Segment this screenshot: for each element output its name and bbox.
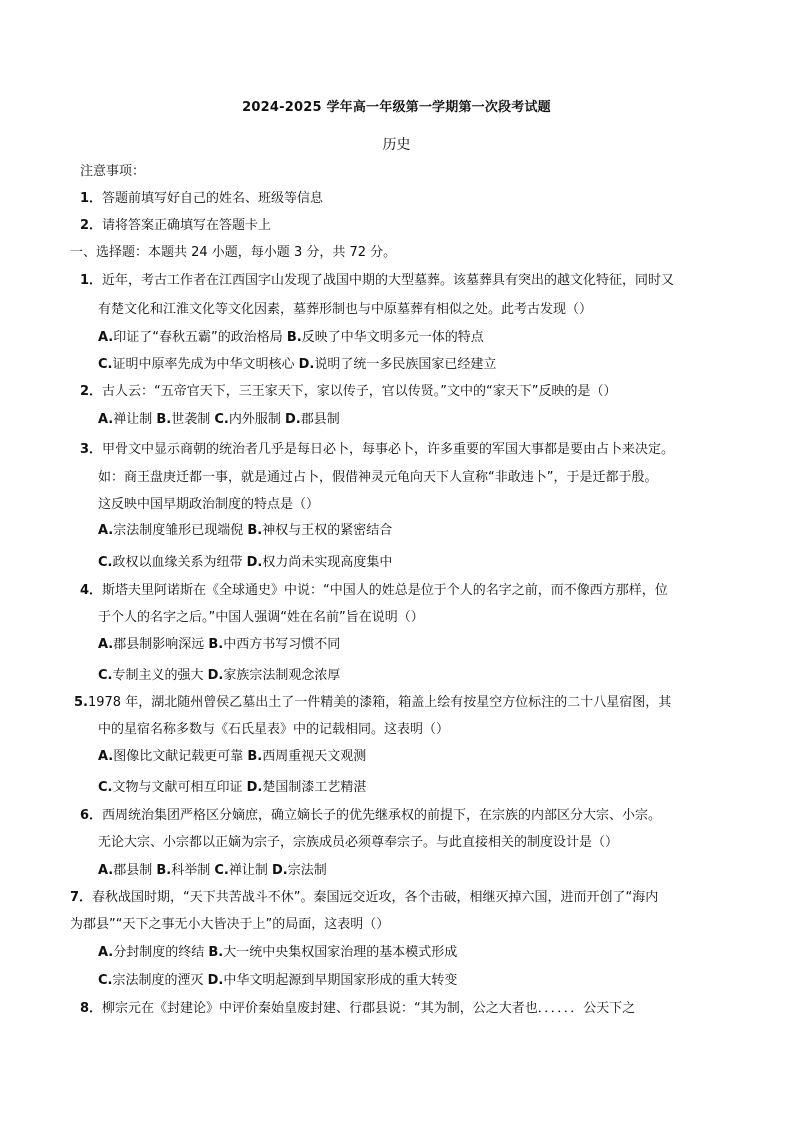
- option-letter: D.: [246, 555, 263, 570]
- option-letter: C.: [98, 668, 113, 683]
- question-text: 如：商王盘庚迁都一事，就是通过占卜，假借神灵元龟向天下人宣称“非敢违卜”，于是迁都于殷。: [98, 470, 658, 485]
- question-stem: [80, 807, 661, 825]
- option-text: 禅让制: [113, 412, 157, 427]
- question-number: 4．: [80, 583, 103, 598]
- option-row: [98, 522, 392, 540]
- option-text: 证明中原率先成为中华文明核心: [112, 357, 299, 372]
- option-letter: D.: [298, 357, 315, 372]
- option-letter: C.: [98, 555, 113, 570]
- notice-item: [80, 190, 323, 208]
- option-text: 楚国制漆工艺精湛: [262, 780, 367, 795]
- option-letter: C.: [98, 780, 113, 795]
- option-row: [98, 667, 340, 685]
- question-text: 这反映中国早期政治制度的特点是（）: [98, 497, 320, 512]
- option-row: [98, 944, 457, 962]
- question-text: 为郡县”“天下之事无小大皆决于上”的局面，这表明（）: [70, 917, 390, 932]
- question-stem-continued: [98, 496, 319, 514]
- option-letter: C.: [98, 357, 113, 372]
- notice-heading-text: 注意事项：: [80, 164, 146, 179]
- question-text: 于个人的名字之后。”中国人强调“姓在名前”旨在说明（）: [98, 610, 424, 625]
- notice-item-text: 请将答案正确填写在答题卡上: [102, 218, 272, 233]
- option-letter: D.: [246, 780, 263, 795]
- option-row: [98, 779, 366, 797]
- question-number: 3．: [80, 442, 103, 457]
- option-letter: A.: [98, 863, 114, 878]
- option-row: [98, 748, 366, 766]
- question-stem: [80, 272, 674, 290]
- option-text: 科举制: [171, 863, 215, 878]
- option-letter: B.: [156, 863, 172, 878]
- option-text: 禅让制: [228, 863, 273, 878]
- question-stem-continued: [98, 469, 657, 487]
- option-text: 内外服制: [228, 412, 286, 427]
- option-letter: D.: [272, 863, 288, 878]
- option-letter: A.: [98, 749, 114, 764]
- notice-item: [80, 217, 271, 235]
- question-stem: [80, 582, 668, 600]
- question-number: 2．: [80, 384, 103, 399]
- option-row: [98, 554, 392, 572]
- option-letter: B.: [286, 330, 302, 345]
- notice-item-number: 1．: [80, 191, 103, 206]
- option-letter: A.: [98, 412, 114, 427]
- option-letter: B.: [247, 749, 263, 764]
- option-letter: B.: [156, 412, 172, 427]
- option-row: [98, 972, 457, 990]
- option-text: 郡县制: [113, 863, 157, 878]
- option-text: 西周重视天文观测: [262, 749, 367, 764]
- question-text: 西周统治集团严格区分嫡庶，确立嫡长子的优先继承权的前提下，在宗族的内部区分大宗、小宗。: [102, 808, 662, 823]
- exam-title: 2024-2025 学年高一年级第一学期第一次段考试题: [242, 100, 551, 115]
- option-letter: C.: [214, 863, 229, 878]
- option-text: 世袭制: [171, 412, 215, 427]
- option-text: 郡县制影响深远: [113, 637, 209, 652]
- option-text: 中华文明起源到早期国家形成的重大转变: [223, 973, 458, 988]
- question-text: 甲骨文中显示商朝的统治者几乎是每日必卜，每事必卜，许多重要的军国大事都是要由占卜来决定。: [102, 442, 675, 457]
- option-row: [98, 411, 340, 429]
- question-stem-continued: [98, 609, 424, 627]
- question-stem-continued: [98, 721, 449, 739]
- option-letter: D.: [285, 412, 301, 427]
- option-letter: B.: [208, 637, 224, 652]
- option-text: 宗法制度的湮灭: [112, 973, 208, 988]
- option-text: 宗法制度雏形已现端倪: [113, 523, 248, 538]
- option-text: 专制主义的强大: [112, 668, 208, 683]
- section-heading-text: 一、选择题：本题共 24 小题，每小题 3 分，共 72 分。: [70, 245, 397, 260]
- option-row: [98, 862, 327, 880]
- option-text: 神权与王权的紧密结合: [262, 523, 393, 538]
- option-text: 权力尚未实现高度集中: [262, 555, 393, 570]
- option-letter: C.: [214, 412, 229, 427]
- exam-subject: 历史: [382, 137, 411, 153]
- option-text: 分封制度的终结: [113, 945, 209, 960]
- question-stem-continued: [70, 916, 389, 934]
- option-text: 大一统中央集权国家治理的基本模式形成: [223, 945, 458, 960]
- option-row: [98, 356, 496, 374]
- question-number: 7．: [70, 890, 93, 905]
- option-text: 说明了统一多民族国家已经建立: [314, 357, 497, 372]
- option-text: 中西方书写习惯不同: [223, 637, 341, 652]
- question-text: 无论大宗、小宗都以正嫡为宗子，宗族成员必须尊奉宗子。与此直接相关的制度设计是（）: [98, 835, 619, 850]
- option-letter: B.: [247, 523, 263, 538]
- option-text: 反映了中华文明多元一体的特点: [301, 330, 484, 345]
- option-letter: B.: [208, 945, 224, 960]
- option-text: 政权以血缘关系为纽带: [112, 555, 247, 570]
- question-number: 5.: [74, 695, 88, 710]
- question-number: 1．: [80, 273, 103, 288]
- question-text: 中的星宿名称多数与《石氏星表》中的记载相同。这表明（）: [98, 722, 450, 737]
- question-text: 1978 年，湖北随州曾侯乙墓出土了一件精美的漆箱，箱盖上绘有按星空方位标注的二十八星宿图，其: [87, 695, 672, 710]
- question-text: 古人云：“五帝官天下，三王家天下，家以传子，官以传贤。”文中的“家天下”反映的是（）: [102, 384, 617, 399]
- section-heading: [70, 244, 396, 262]
- option-letter: C.: [98, 973, 113, 988]
- question-stem: [74, 694, 671, 712]
- question-text: 春秋战国时期，“天下共苦战斗不休”。秦国远交近攻，各个击破，相继灭掉六国，进而开创了“海内: [92, 890, 659, 905]
- question-text: 近年，考古工作者在江西国字山发现了战国中期的大型墓葬。该墓葬具有突出的越文化特征，同时又: [102, 273, 675, 288]
- option-row: [98, 329, 484, 347]
- option-row: [98, 636, 340, 654]
- option-text: 宗法制: [287, 863, 327, 878]
- question-text: 斯塔夫里阿诺斯在《全球通史》中说：“中国人的姓总是位于个人的名字之前，而不像西方那样，位: [102, 583, 668, 598]
- question-stem: [80, 383, 617, 401]
- question-stem: [80, 1000, 635, 1018]
- notice-heading: [80, 163, 145, 181]
- option-text: 印证了“春秋五霸”的政治格局: [113, 330, 287, 345]
- option-letter: A.: [98, 945, 114, 960]
- question-stem-continued: [98, 834, 618, 852]
- question-stem: [70, 889, 658, 907]
- question-text: 有楚文化和江淮文化等文化因素，墓葬形制也与中原墓葬有相似之处。此考古发现（）: [98, 302, 593, 317]
- question-stem: [80, 441, 674, 459]
- question-number: 6．: [80, 808, 103, 823]
- question-text: 柳宗元在《封建论》中评价秦始皇废封建、行郡县说：“其为制，公之大者也．．．．．．公天下之: [102, 1001, 636, 1016]
- option-letter: A.: [98, 330, 114, 345]
- option-text: 文物与文献可相互印证: [112, 780, 247, 795]
- option-text: 图像比文献记载更可靠: [113, 749, 248, 764]
- option-text: 家族宗法制观念浓厚: [223, 668, 341, 683]
- option-letter: D.: [207, 973, 224, 988]
- notice-item-text: 答题前填写好自己的姓名、班级等信息: [102, 191, 324, 206]
- option-letter: A.: [98, 523, 114, 538]
- question-stem-continued: [98, 301, 592, 319]
- option-text: 郡县制: [300, 412, 340, 427]
- option-letter: A.: [98, 637, 114, 652]
- notice-item-number: 2．: [80, 218, 103, 233]
- question-number: 8．: [80, 1001, 103, 1016]
- option-letter: D.: [207, 668, 224, 683]
